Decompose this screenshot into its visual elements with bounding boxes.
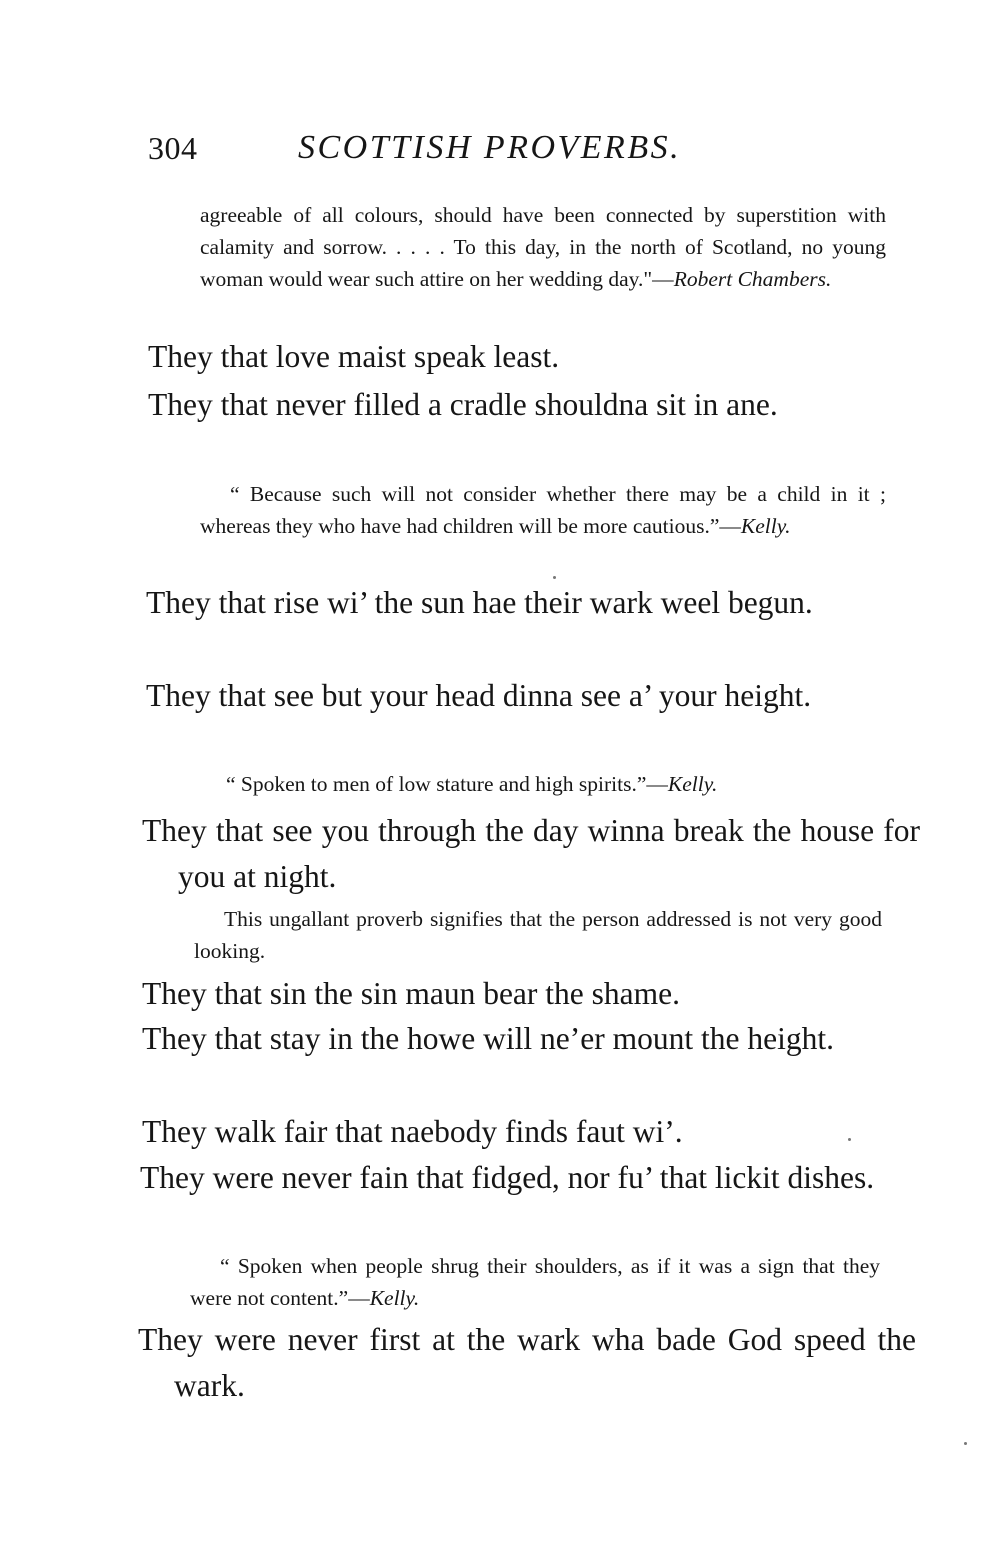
commentary-note: “ Spoken to men of low stature and high spirits.”—Kelly. (226, 772, 718, 796)
print-speck (848, 1138, 851, 1141)
print-speck (964, 1442, 967, 1445)
proverb-entry: They that sin the sin maun bear the shame. (142, 976, 680, 1011)
page-number: 304 (148, 130, 198, 166)
proverb-entry: They that stay in the howe will ne’er mount the height. (142, 1021, 834, 1056)
proverb-entry: They that love maist speak least. (148, 339, 560, 374)
proverb-entry: They were never first at the wark wha bade God speed the wark. (138, 1322, 916, 1403)
commentary-note: “ Spoken when people shrug their shoulders, as if it was a sign that they were not content.”—Kelly. (190, 1254, 880, 1310)
proverb-entry: They that never filled a cradle shouldna sit in ane. (148, 387, 778, 422)
proverb-entry: They that rise wi’ the sun hae their wark weel begun. (146, 585, 813, 620)
running-title: SCOTTISH PROVERBS. (298, 129, 682, 166)
commentary-note: agreeable of all colours, should have been connected by superstition with calamity and sorrow. . . . . To this day, in the north of Scotland, no young woman would wear such attire on her wedding day."—Robert Chambers. (200, 203, 886, 291)
note-attribution: Robert Chambers. (673, 267, 832, 291)
proverb-entry: They that see but your head dinna see a’ your height. (146, 678, 812, 713)
proverb-entry: They were never fain that fidged, nor fu’ that lickit dishes. (140, 1160, 875, 1195)
commentary-note: “ Because such will not consider whether there may be a child in it ; whereas they who have had children will be more cautious.”—Kelly. (200, 482, 886, 538)
note-attribution: Kelly. (369, 1286, 420, 1310)
proverb-entry: They walk fair that naebody finds faut wi’. (142, 1114, 683, 1149)
note-attribution: Kelly. (667, 772, 718, 796)
print-speck (553, 576, 556, 579)
commentary-note: This ungallant proverb signifies that the person addressed is not very good looking. (194, 907, 882, 963)
proverb-entry: They that see you through the day winna break the house for you at night. (142, 813, 920, 894)
note-attribution: Kelly. (740, 514, 791, 538)
page-header (148, 126, 908, 176)
